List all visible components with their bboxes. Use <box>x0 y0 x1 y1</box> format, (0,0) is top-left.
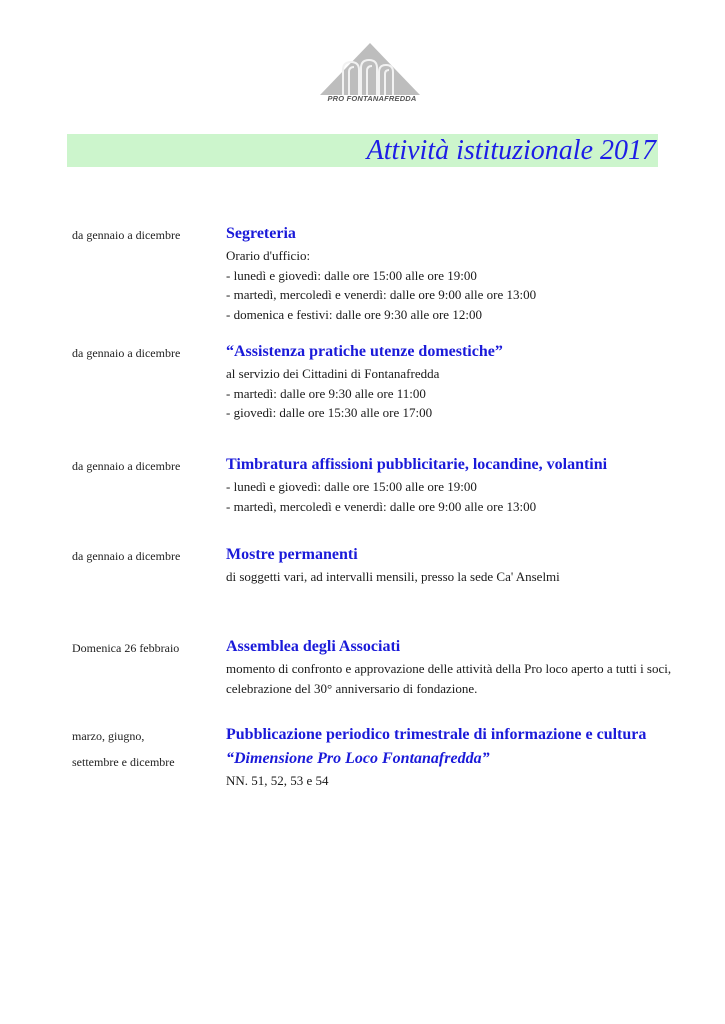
entry-date: da gennaio a dicembre <box>72 228 181 242</box>
entry-heading: “Assistenza pratiche utenze domestiche” <box>226 343 503 360</box>
entry-content <box>226 340 686 423</box>
entry-line: Orario d'ufficio: <box>226 248 311 263</box>
entry-line: - giovedì: dalle ore 15:30 alle ore 17:00 <box>226 405 433 420</box>
entry-paragraph: momento di confronto e approvazione delle attività della Pro loco aperto a tutti i soci, celebrazione del 30° anniversario di fondazione. <box>226 661 672 696</box>
entry-date: da gennaio a dicembre <box>72 346 181 360</box>
entry-date-line: marzo, giugno, <box>72 729 145 743</box>
entry-line: di soggetti vari, ad intervalli mensili, presso la sede Ca' Anselmi <box>226 569 560 584</box>
entry-content <box>226 543 686 587</box>
entry-content <box>226 723 686 791</box>
entry-date <box>72 723 222 775</box>
entry-line: NN. 51, 52, 53 e 54 <box>226 773 329 788</box>
pro-loco-triangle-icon <box>316 40 424 96</box>
entry-line: al servizio dei Cittadini di Fontanafredda <box>226 366 440 381</box>
title-band <box>67 134 658 167</box>
entry-line: - lunedì e giovedì: dalle ore 15:00 alle ore 19:00 <box>226 267 477 283</box>
pro-fontanafredda-logo <box>316 40 424 108</box>
entry-line: - domenica e festivi: dalle ore 9:30 alle ore 12:00 <box>226 306 482 322</box>
entry-date: Domenica 26 febbraio <box>72 641 180 655</box>
entry-subheading: “Dimensione Pro Loco Fontanafredda” <box>226 750 490 767</box>
entry-line: - lunedì e giovedì: dalle ore 15:00 alle ore 19:00 <box>226 479 477 494</box>
entry-content <box>226 222 686 324</box>
logo-text: PRO FONTANAFREDDA <box>327 94 417 103</box>
entry-content <box>226 453 686 516</box>
entry-heading: Timbratura affissioni pubblicitarie, locandine, volantini <box>226 456 608 473</box>
entry-content <box>226 635 686 698</box>
entry-heading: Mostre permanenti <box>226 546 358 563</box>
page-title: Attività istituzionale 2017 <box>366 135 656 166</box>
entry-line: - martedì, mercoledì e venerdì: dalle ore 9:00 alle ore 13:00 <box>226 287 537 302</box>
entry-date: da gennaio a dicembre <box>72 459 181 473</box>
entry-line: - martedì, mercoledì e venerdì: dalle ore 9:00 alle ore 13:00 <box>226 498 537 514</box>
entry-heading: Assemblea degli Associati <box>226 638 401 655</box>
entry-heading: Pubblicazione periodico trimestrale di informazione e cultura <box>226 726 647 743</box>
entry-heading: Segreteria <box>226 225 296 242</box>
entry-date: da gennaio a dicembre <box>72 549 181 563</box>
entry-date-line: settembre e dicembre <box>72 755 175 769</box>
entry-line: - martedì: dalle ore 9:30 alle ore 11:00 <box>226 385 426 401</box>
